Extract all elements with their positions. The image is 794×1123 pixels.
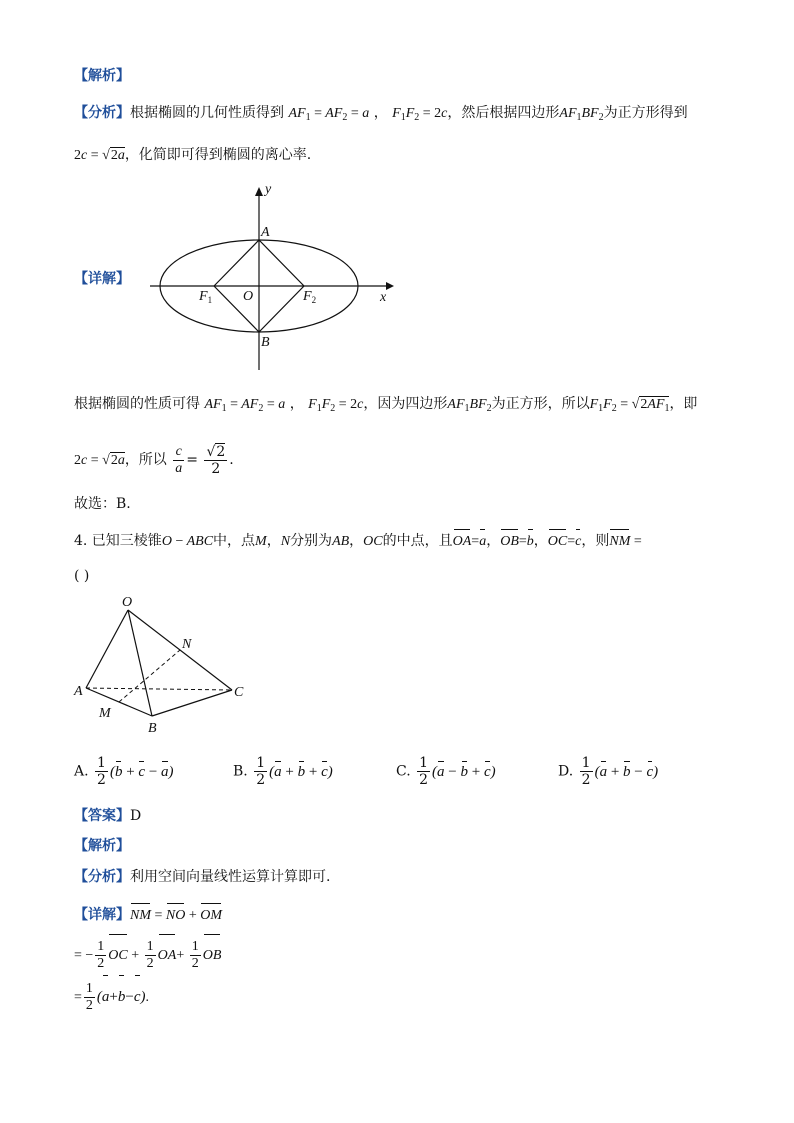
detail-line-1: 根据椭圆的性质可得 $AF_1 = AF_2 = a$ ， $F_1F_2 = 2c$，因为四边形$AF_1BF_2$为正方形，所以$F_1F_2 = √2AF_1$，即 — [74, 396, 698, 414]
q4-vec-nm: NM = — [609, 534, 641, 549]
label-O: O — [122, 595, 133, 610]
answer-value: D — [130, 808, 142, 824]
comma: ， — [373, 105, 388, 121]
analysis-heading-2: 【解析】 — [74, 838, 130, 854]
detail-text-a: 根据椭圆的性质可得 — [74, 396, 200, 412]
q4-stem-d: 的中点，且 — [382, 533, 453, 549]
tetrahedron-figure — [68, 590, 258, 738]
analysis-heading: 【解析】 — [74, 68, 130, 84]
detail-line-2: 2c = √2a，所以 $\frac{c}{a}$ = $\frac{√2}{2}$ . — [74, 443, 234, 477]
fenxi-text-d: ，化简即可得到椭圆的离心率. — [124, 147, 312, 163]
label-O: O — [243, 289, 254, 304]
option-B-label: B. — [233, 763, 248, 780]
answer-tag: 【答案】 — [74, 808, 130, 824]
option-C-label: C. — [396, 763, 411, 780]
detail-text-b: ，因为四边形 — [363, 396, 448, 412]
analysis-line-1 — [74, 103, 688, 124]
segment-MN-hidden — [119, 650, 180, 702]
formula-2c-sqrt2a: 2c = √2a — [74, 148, 125, 163]
choice-line: 故选：B. — [74, 496, 131, 512]
formula-af1-af2: $AF_1 = AF_2 = a$ — [288, 106, 370, 123]
formula-f1f2-sqrt2af1: $F_1F_2 = √2AF_1$ — [589, 397, 670, 414]
edge-AC-hidden — [86, 688, 232, 690]
detail-line-vec-3 — [74, 978, 149, 1017]
detail-text-d: ，即 — [669, 396, 698, 412]
detail-heading: 【详解】 — [74, 271, 130, 287]
label-F1: $F_1$ — [199, 289, 213, 305]
formula-af1-af2-b: $AF_1 = AF_2 = a$ — [204, 397, 286, 414]
label-x: x — [380, 290, 387, 305]
formula-f1f2-b: $F_1F_2 = 2c$ — [308, 397, 364, 414]
option-D-label: D. — [558, 763, 574, 780]
q4-segments: AB — [332, 534, 350, 549]
detail-tag-2: 【详解】 — [74, 907, 130, 923]
ellipse-figure — [150, 178, 400, 373]
q4-paren: ( ) — [74, 568, 90, 584]
half: $\frac{1}{2}$ — [256, 755, 266, 788]
label-C: C — [234, 685, 244, 700]
formula-2c-sqrt2a-b: 2c = √2a — [74, 453, 125, 468]
fenxi-text-c: 为正方形得到 — [603, 105, 688, 121]
fraction-sqrt2-over-2: $\frac{√2}{2}$ — [206, 443, 226, 477]
q4-stem-b: 中，点 — [213, 533, 256, 549]
label-A: A — [74, 684, 83, 699]
q4-stem: 4. 已知三棱锥O − ABC中，点M，N分别为AB，OC的中点，且OA=a，OB=b，OC=c，则NM = — [74, 531, 642, 552]
fenxi-tag-2: 【分析】 — [74, 869, 130, 885]
formula-expand: = − $\frac{1}{2}$ OC + $\frac{1}{2}$ OA+ $\frac{1}{2}$ OB — [74, 948, 221, 963]
half: $\frac{1}{2}$ — [97, 755, 106, 788]
q4-tetra: O − ABC — [161, 534, 214, 549]
q4-vec-defs: OA=a — [453, 534, 487, 549]
fenxi-text-b: ，然后根据四边形 — [447, 105, 560, 121]
fenxi-text-2: 利用空间向量线性运算计算即可. — [130, 869, 331, 885]
fenxi-text-a: 根据椭圆的几何性质得到 — [130, 105, 284, 121]
quad-af1bf2-b: $AF_1BF_2$ — [447, 397, 492, 414]
q4-stem-a: 4. 已知三棱锥 — [74, 533, 162, 549]
option-C[interactable]: C. $\frac{1}{2}$ (a − b + c) — [396, 755, 496, 788]
quad-af1bf2: $AF_1BF_2$ — [559, 106, 604, 123]
half: $\frac{1}{2}$ — [581, 755, 591, 788]
fraction-c-over-a: $\frac{c}{a}$ — [175, 443, 183, 476]
analysis-line-2b — [74, 867, 330, 887]
detail-text-e: ，所以 — [124, 452, 167, 468]
q4-stem-e: ，则 — [581, 533, 610, 549]
label-A: A — [261, 225, 270, 240]
q4-stem-c: 分别为 — [290, 533, 333, 549]
label-y: y — [265, 182, 272, 197]
edge-OA — [86, 610, 128, 688]
option-A[interactable]: A. $\frac{1}{2}$ (b + c − a) — [74, 755, 174, 788]
label-B: B — [148, 721, 157, 736]
detail-line-vec-2 — [74, 936, 221, 975]
formula-f1f2: $F_1F_2 = 2c$ — [392, 106, 448, 123]
q4-points: M — [255, 534, 267, 549]
fenxi-tag: 【分析】 — [74, 105, 130, 121]
option-A-label: A. — [74, 763, 89, 780]
formula-result: = $\frac{1}{2}$ (a+b−c). — [74, 990, 149, 1005]
answer-line — [74, 806, 141, 826]
label-B: B — [261, 335, 270, 350]
edge-BC — [152, 690, 232, 716]
label-F2: $F_2$ — [303, 289, 317, 305]
option-B[interactable]: B. $\frac{1}{2}$ (a + b + c) — [233, 755, 333, 788]
analysis-line-2 — [74, 145, 311, 166]
detail-line-vec-1 — [74, 905, 222, 926]
option-D[interactable]: D. $\frac{1}{2}$ (a + b − c) — [558, 755, 659, 788]
label-M: M — [99, 706, 111, 721]
formula-nm-sum: NM = NO + OM — [130, 908, 222, 923]
label-N: N — [182, 637, 192, 652]
half: $\frac{1}{2}$ — [419, 755, 429, 788]
detail-text-c: 为正方形，所以 — [491, 396, 590, 412]
